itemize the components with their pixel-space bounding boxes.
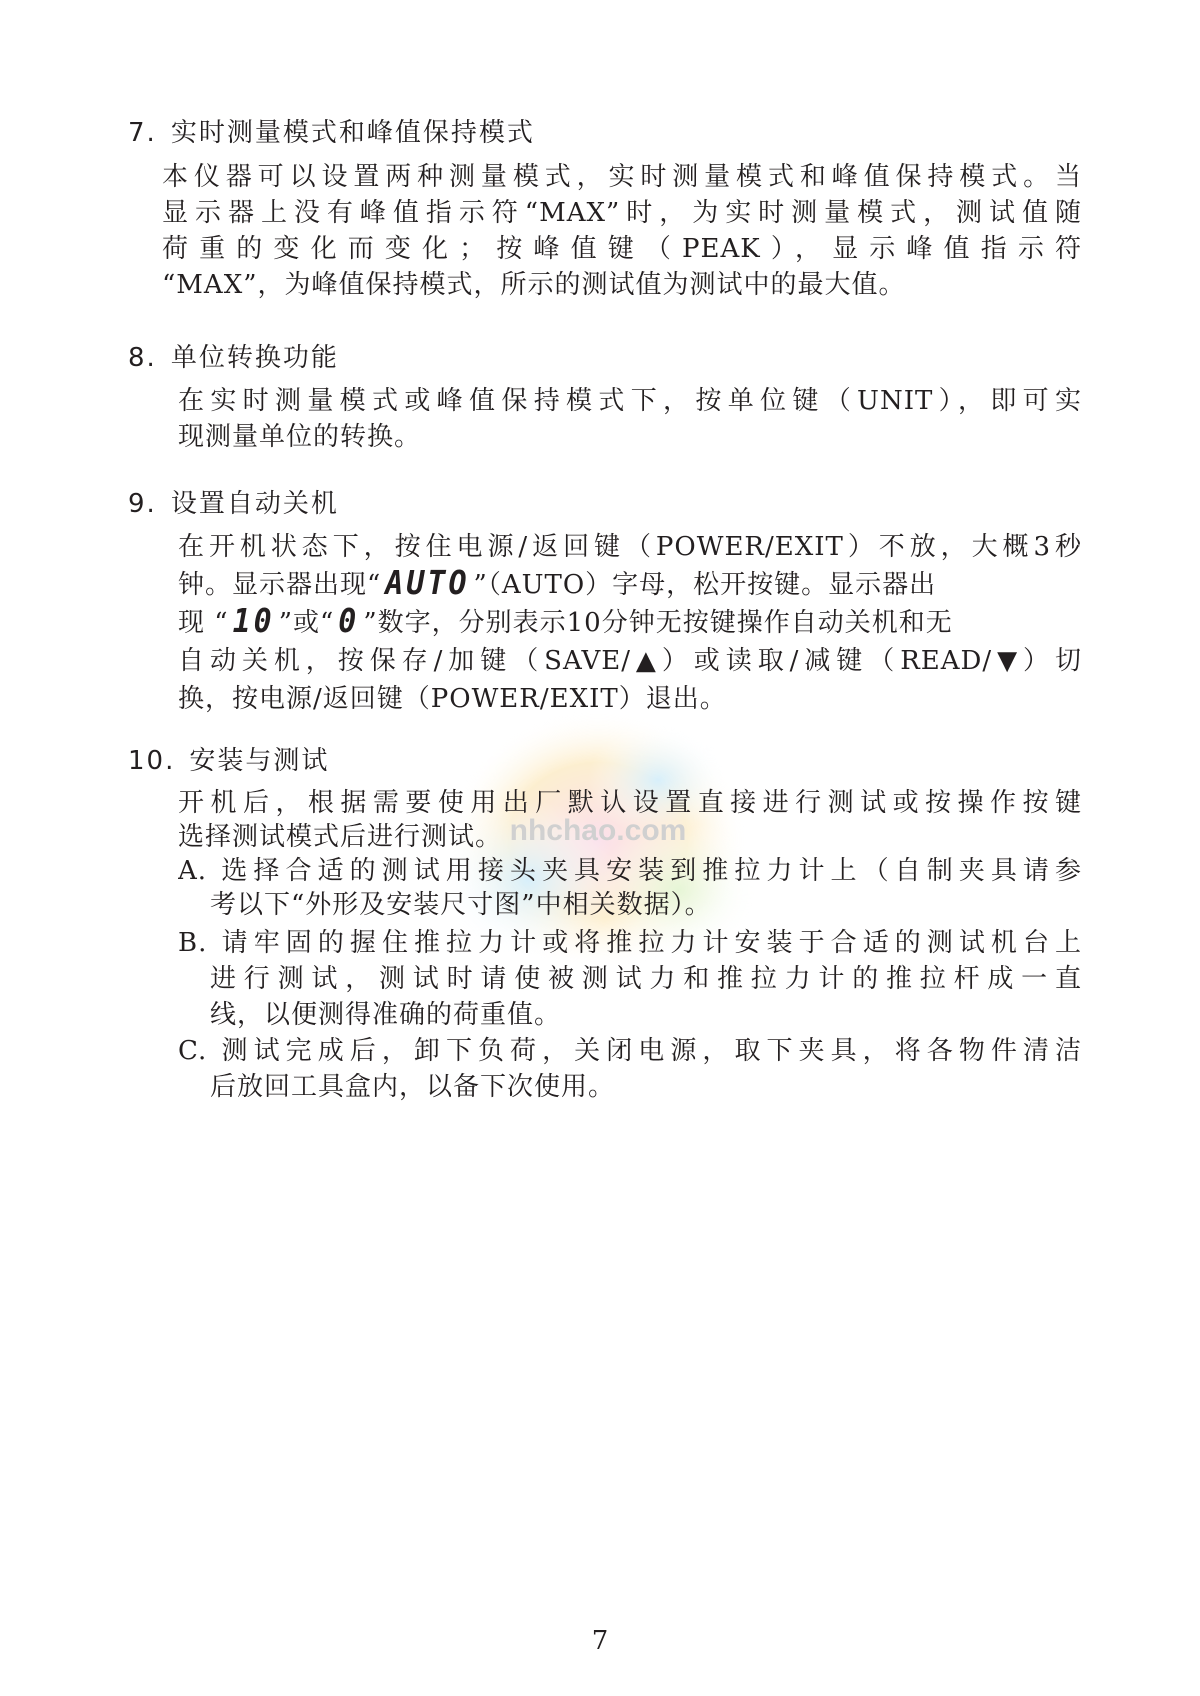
list-item-b: B. 请牢固的握住推拉力计或将推拉力计安装于合适的测试机台上 (178, 928, 1082, 958)
list-item-c-cont: 后放回工具盒内，以备下次使用。 (210, 1072, 616, 1102)
watermark-text: nhchao.com (509, 814, 687, 847)
text-fragment: ”数字，分别表示10分钟无按键操作自动关机和无 (363, 608, 953, 638)
section-title: 单位转换功能 (170, 343, 339, 373)
text-fragment: ”（AUTO）字母，松开按键。显示器出 (473, 570, 937, 600)
section-number: 10. (128, 746, 176, 776)
list-item-b-cont: 进行测试，测试时请使被测试力和推拉力计的推拉杆成一直 (210, 964, 1082, 994)
section-number: 8. (128, 343, 157, 373)
paragraph-line: 在实时测量模式或峰值保持模式下，按单位键（UNIT），即可实 (178, 386, 1082, 416)
section-number: 9. (128, 489, 157, 519)
paragraph-line: 在开机状态下，按住电源/返回键（POWER/EXIT）不放，大概3秒 (178, 532, 1082, 562)
list-item-b-cont: 线，以便测得准确的荷重值。 (210, 1000, 562, 1030)
section-title: 设置自动关机 (170, 489, 339, 519)
paragraph-line: 选择测试模式后进行测试。 (178, 822, 503, 852)
paragraph-line-with-display (178, 602, 953, 639)
lcd-0-display: 0 (338, 602, 360, 641)
list-item-a: A. 选择合适的测试用接头夹具安装到推拉力计上（自制夹具请参 (178, 856, 1082, 886)
section-number: 7. (128, 118, 157, 148)
page-number: 7 (591, 1626, 609, 1656)
section-7-heading (128, 112, 535, 149)
paragraph-line: 自动关机，按保存/加键（SAVE/▲）或读取/减键（READ/▼）切 (178, 646, 1082, 676)
paragraph-line: 本仪器可以设置两种测量模式，实时测量模式和峰值保持模式。当 (162, 162, 1082, 192)
section-title: 实时测量模式和峰值保持模式 (170, 118, 535, 148)
list-item-c: C. 测试完成后，卸下负荷，关闭电源，取下夹具，将各物件清洁 (178, 1036, 1082, 1066)
text-fragment: 现 “ (178, 608, 229, 638)
section-10-heading (128, 740, 329, 777)
paragraph-line: 显示器上没有峰值指示符“MAX”时，为实时测量模式，测试值随 (162, 198, 1082, 228)
section-title: 安装与测试 (189, 746, 330, 776)
section-9-heading (128, 483, 339, 520)
lcd-10-display: 10 (232, 602, 275, 641)
lcd-auto-display: AUTO (385, 564, 470, 603)
text-fragment: 钟。显示器出现“ (178, 570, 382, 600)
paragraph-line-with-display (178, 564, 936, 601)
list-item-a-cont: 考以下“外形及安装尺寸图”中相关数据）。 (210, 890, 712, 920)
paragraph-line: 开机后，根据需要使用出厂默认设置直接进行测试或按操作按键 (178, 788, 1082, 818)
paragraph-line: 荷重的变化而变化；按峰值键（PEAK），显示峰值指示符 (162, 234, 1082, 264)
paragraph-line: 现测量单位的转换。 (178, 422, 422, 452)
section-8-heading (128, 337, 339, 374)
paragraph-line: 换，按电源/返回键（POWER/EXIT）退出。 (178, 684, 727, 714)
paragraph-line: “MAX”，为峰值保持模式，所示的测试值为测试中的最大值。 (162, 270, 906, 300)
text-fragment: ”或“ (278, 608, 335, 638)
